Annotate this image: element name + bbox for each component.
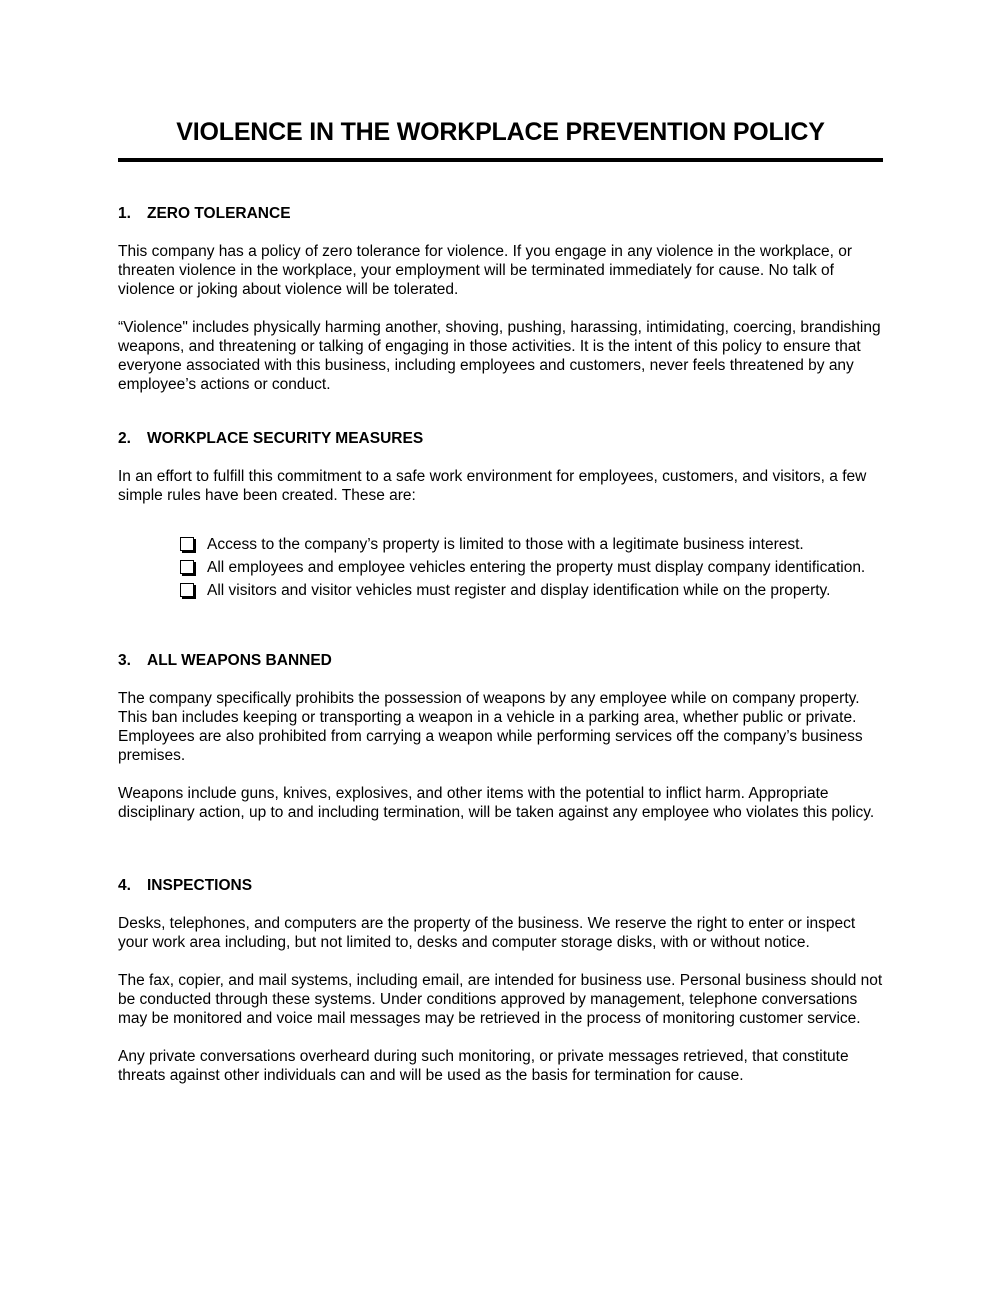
- paragraph: Any private conversations overheard during such monitoring, or private messages retrieved, that constitute threats against other individuals can and will be used as the basis for termination for cause.: [118, 1048, 849, 1084]
- section-title: WORKPLACE SECURITY MEASURES: [147, 430, 424, 447]
- section-all-weapons-banned: [118, 651, 883, 822]
- section-number: 4.: [118, 877, 131, 894]
- title-divider: [118, 158, 883, 162]
- section-number: 3.: [118, 652, 131, 669]
- checkbox-icon: [180, 560, 194, 574]
- section-heading: [118, 876, 883, 895]
- section-title: ZERO TOLERANCE: [147, 205, 291, 222]
- paragraph: The fax, copier, and mail systems, including email, are intended for business use. Personal business should not be conducted through these systems. Under conditions approved by management, telephone conversations may be monitored and voice mail messages may be retrieved in the process of monitoring customer service.: [118, 972, 883, 1027]
- paragraph: The company specifically prohibits the possession of weapons by any employee while on company property. This ban includes keeping or transporting a weapon in a vehicle in a parking area, whether public or private. Employees are also prohibited from carrying a weapon while performing services off the company’s business premises.: [118, 690, 863, 764]
- paragraph: Desks, telephones, and computers are the property of the business. We reserve the right to enter or inspect your work area including, but not limited to, desks and computer storage disks, with or without notice.: [118, 915, 856, 951]
- section-heading: [118, 651, 883, 670]
- checkbox-icon: [180, 583, 194, 597]
- document-title: VIOLENCE IN THE WORKPLACE PREVENTION POLICY: [176, 118, 825, 146]
- paragraph: In an effort to fulfill this commitment to a safe work environment for employees, customers, and visitors, a few simple rules have been created. These are:: [118, 468, 867, 504]
- checklist-item-text: Access to the company’s property is limited to those with a legitimate business interest.: [207, 536, 804, 553]
- checklist-item: [178, 535, 883, 554]
- paragraph: “Violence" includes physically harming another, shoving, pushing, harassing, intimidating, coercing, brandishing weapons, and threatening or talking of engaging in those activities. It is the intent of this policy to ensure that everyone associated with this business, including employees and customers, never feels threatened by any employee’s actions or conduct.: [118, 319, 881, 393]
- paragraph: This company has a policy of zero tolerance for violence. If you engage in any violence in the workplace, or threaten violence in the workplace, your employment will be terminated immediately for cause. No talk of violence or joking about violence will be tolerated.: [118, 243, 853, 298]
- section-title: INSPECTIONS: [147, 877, 253, 894]
- section-zero-tolerance: [118, 204, 883, 394]
- checklist-item-text: All employees and employee vehicles entering the property must display company identification.: [207, 559, 866, 576]
- section-heading: [118, 429, 883, 448]
- paragraph: Weapons include guns, knives, explosives, and other items with the potential to inflict harm. Appropriate disciplinary action, up to and including termination, will be taken against any employee who violates this policy.: [118, 785, 875, 821]
- checkbox-icon: [180, 537, 194, 551]
- section-workplace-security-measures: [118, 429, 883, 604]
- checklist-item: [178, 581, 883, 600]
- section-number: 1.: [118, 205, 131, 222]
- section-inspections: [118, 876, 883, 1085]
- section-title: ALL WEAPONS BANNED: [147, 652, 332, 669]
- section-heading: [118, 204, 883, 223]
- checklist-item-text: All visitors and visitor vehicles must register and display identification while on the property.: [207, 582, 831, 599]
- security-rules-checklist: [118, 535, 883, 600]
- section-number: 2.: [118, 430, 131, 447]
- checklist-item: [178, 558, 883, 577]
